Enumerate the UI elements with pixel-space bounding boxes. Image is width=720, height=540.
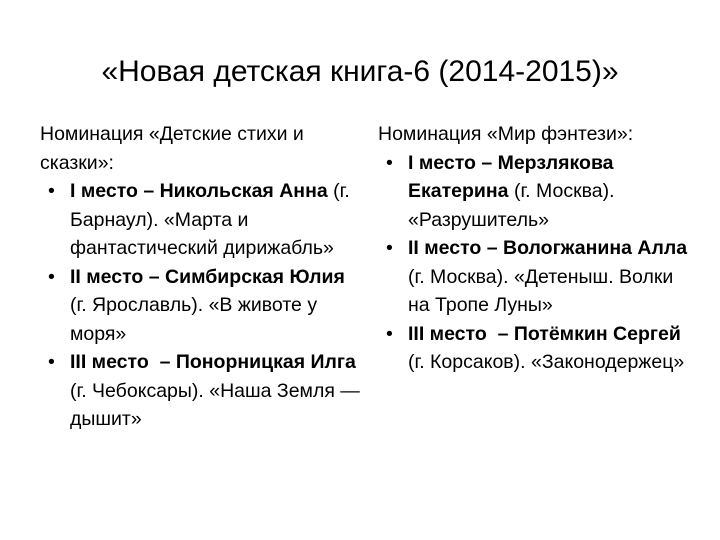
book-detail: (г. Корсаков). «Законодержец» [408, 351, 685, 373]
dash: – [481, 237, 504, 259]
right-column [378, 120, 696, 377]
bullet-icon: • [386, 237, 393, 259]
book-detail: (г. Барнаул). «Марта и фантастический дирижабль» [70, 180, 350, 259]
book-detail: (г. Чебоксары). «Наша Земля — дышит» [70, 379, 360, 430]
dash: – [137, 180, 160, 202]
dash: – [475, 151, 498, 174]
list-item [378, 320, 696, 377]
list-item [378, 149, 696, 235]
author-name: Мерзлякова Екатерина [408, 151, 614, 202]
book-detail: (г. Ярославль). «В животе у моря» [70, 294, 318, 345]
author-name: Понорницкая Илга [175, 351, 356, 373]
nomination-heading: Номинация «Детские стихи и сказки»: [40, 123, 304, 174]
bullet-icon: • [386, 151, 393, 174]
slide-title: «Новая детская книга-6 (2014-2015)» [101, 55, 619, 88]
place-label: I место [408, 151, 476, 174]
list-item [40, 263, 360, 349]
list-item [378, 234, 696, 320]
list-item [40, 348, 360, 434]
author-name: Симбирская Юлия [165, 265, 345, 288]
bullet-icon: • [48, 351, 55, 373]
bullet-icon: • [48, 265, 55, 288]
winners-list [40, 177, 360, 434]
nomination-heading: Номинация «Мир фэнтези»: [378, 123, 634, 145]
place-label: III место [408, 322, 487, 345]
place-label: II место [408, 237, 482, 259]
dash: – [143, 265, 166, 288]
author-name: Потёмкин Сергей [513, 322, 681, 345]
dash: – [486, 322, 514, 345]
left-column [40, 120, 360, 434]
place-label: I место [70, 180, 138, 202]
author-name: Вологжанина Алла [503, 237, 688, 259]
winners-list [378, 149, 696, 377]
dash: – [148, 351, 176, 373]
bullet-icon: • [48, 180, 55, 202]
bullet-icon: • [386, 322, 393, 345]
book-detail: (г. Москва). «Разрушитель» [408, 180, 615, 231]
list-item [40, 177, 360, 263]
place-label: III место [70, 351, 149, 373]
book-detail: (г. Москва). «Детеныш. Волки на Тропе Луны» [408, 265, 674, 316]
author-name: Никольская Анна [159, 180, 328, 202]
place-label: II место [70, 265, 144, 288]
